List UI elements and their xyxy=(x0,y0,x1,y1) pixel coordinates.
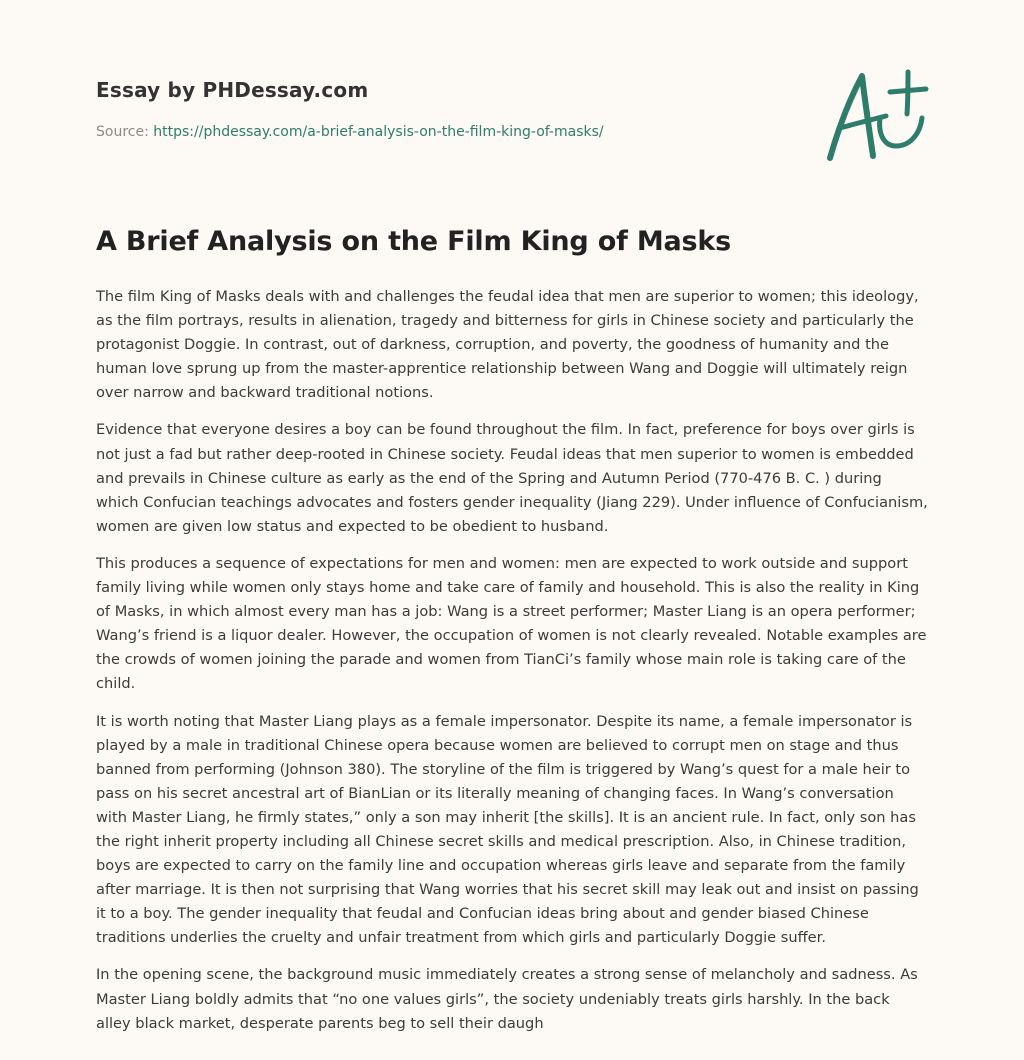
source-label: Source: xyxy=(96,124,154,140)
a-plus-logo-icon xyxy=(824,66,930,166)
paragraph: This produces a sequence of expectations for men and women: men are expected to work outside and support family living while women only stays home and take care of family and household. This is also the reality in King of Masks, in which almost every man has a job: Wang is a street performer; Master Liang is an opera performer; Wang’s friend is a liquor dealer. However, the occupation of women is not clearly revealed. Notable examples are the crowds of women joining the parade and women from TianCi’s family whose main role is taking care of the child. xyxy=(96,554,927,693)
article-body xyxy=(96,285,928,1045)
paragraph: Evidence that everyone desires a boy can be found throughout the film. In fact, preference for boys over girls is not just a fad but rather deep-rooted in Chinese society. Feudal ideas that men superior to women is embedded and prevails in Chinese culture as early as the end of the Spring and Autumn Period (770-476 B. C. ) during which Confucian teachings advocates and fosters gender inequality (Jiang 229). Under influence of Confucianism, women are given low status and expected to be obedient to husband. xyxy=(96,421,928,535)
source-line xyxy=(96,124,604,140)
paragraph: It is worth noting that Master Liang plays as a female impersonator. Despite its name, a female impersonator is played by a male in traditional Chinese opera because women are believed to corrupt men on stage and thus banned from performing (Johnson 380). The storyline of the film is triggered by Wang’s quest for a male heir to pass on his secret ancestral art of BianLian or its literally meaning of changing faces. In Wang’s conversation with Master Liang, he firmly states,” only a son may inherit [the skills]. It is an ancient rule. In fact, only son has the right inherit property including all Chinese secret skills and medical prescription. Also, in Chinese tradition, boys are expected to carry on the family line and occupation whereas girls leave and separate from the family after marriage. It is then not surprising that Wang worries that his secret skill may leak out and insist on passing it to a boy. The gender inequality that feudal and Confucian ideas bring about and gender biased Chinese traditions underlies the cruelty and unfair treatment from which girls and particularly Doggie suffer. xyxy=(96,712,919,947)
site-name: Essay by PHDessay.com xyxy=(96,78,369,102)
document-page xyxy=(96,0,928,1060)
article-title: A Brief Analysis on the Film King of Masks xyxy=(96,226,731,257)
source-link[interactable]: https://phdessay.com/a-brief-analysis-on-the-film-king-of-masks/ xyxy=(153,124,604,140)
paragraph: In the opening scene, the background music immediately creates a strong sense of melancholy and sadness. As Master Liang boldly admits that “no one values girls”, the society undeniably treats girls harshly. In the back alley black market, desperate parents beg to sell their daugh xyxy=(96,966,918,1032)
paragraph: The film King of Masks deals with and challenges the feudal idea that men are superior to women; this ideology, as the film portrays, results in alienation, tragedy and bitterness for girls in Chinese society and particularly the protagonist Doggie. In contrast, out of darkness, corruption, and poverty, the goodness of humanity and the human love sprung up from the master-apprentice relationship between Wang and Doggie will ultimately reign over narrow and backward traditional notions. xyxy=(96,288,919,402)
